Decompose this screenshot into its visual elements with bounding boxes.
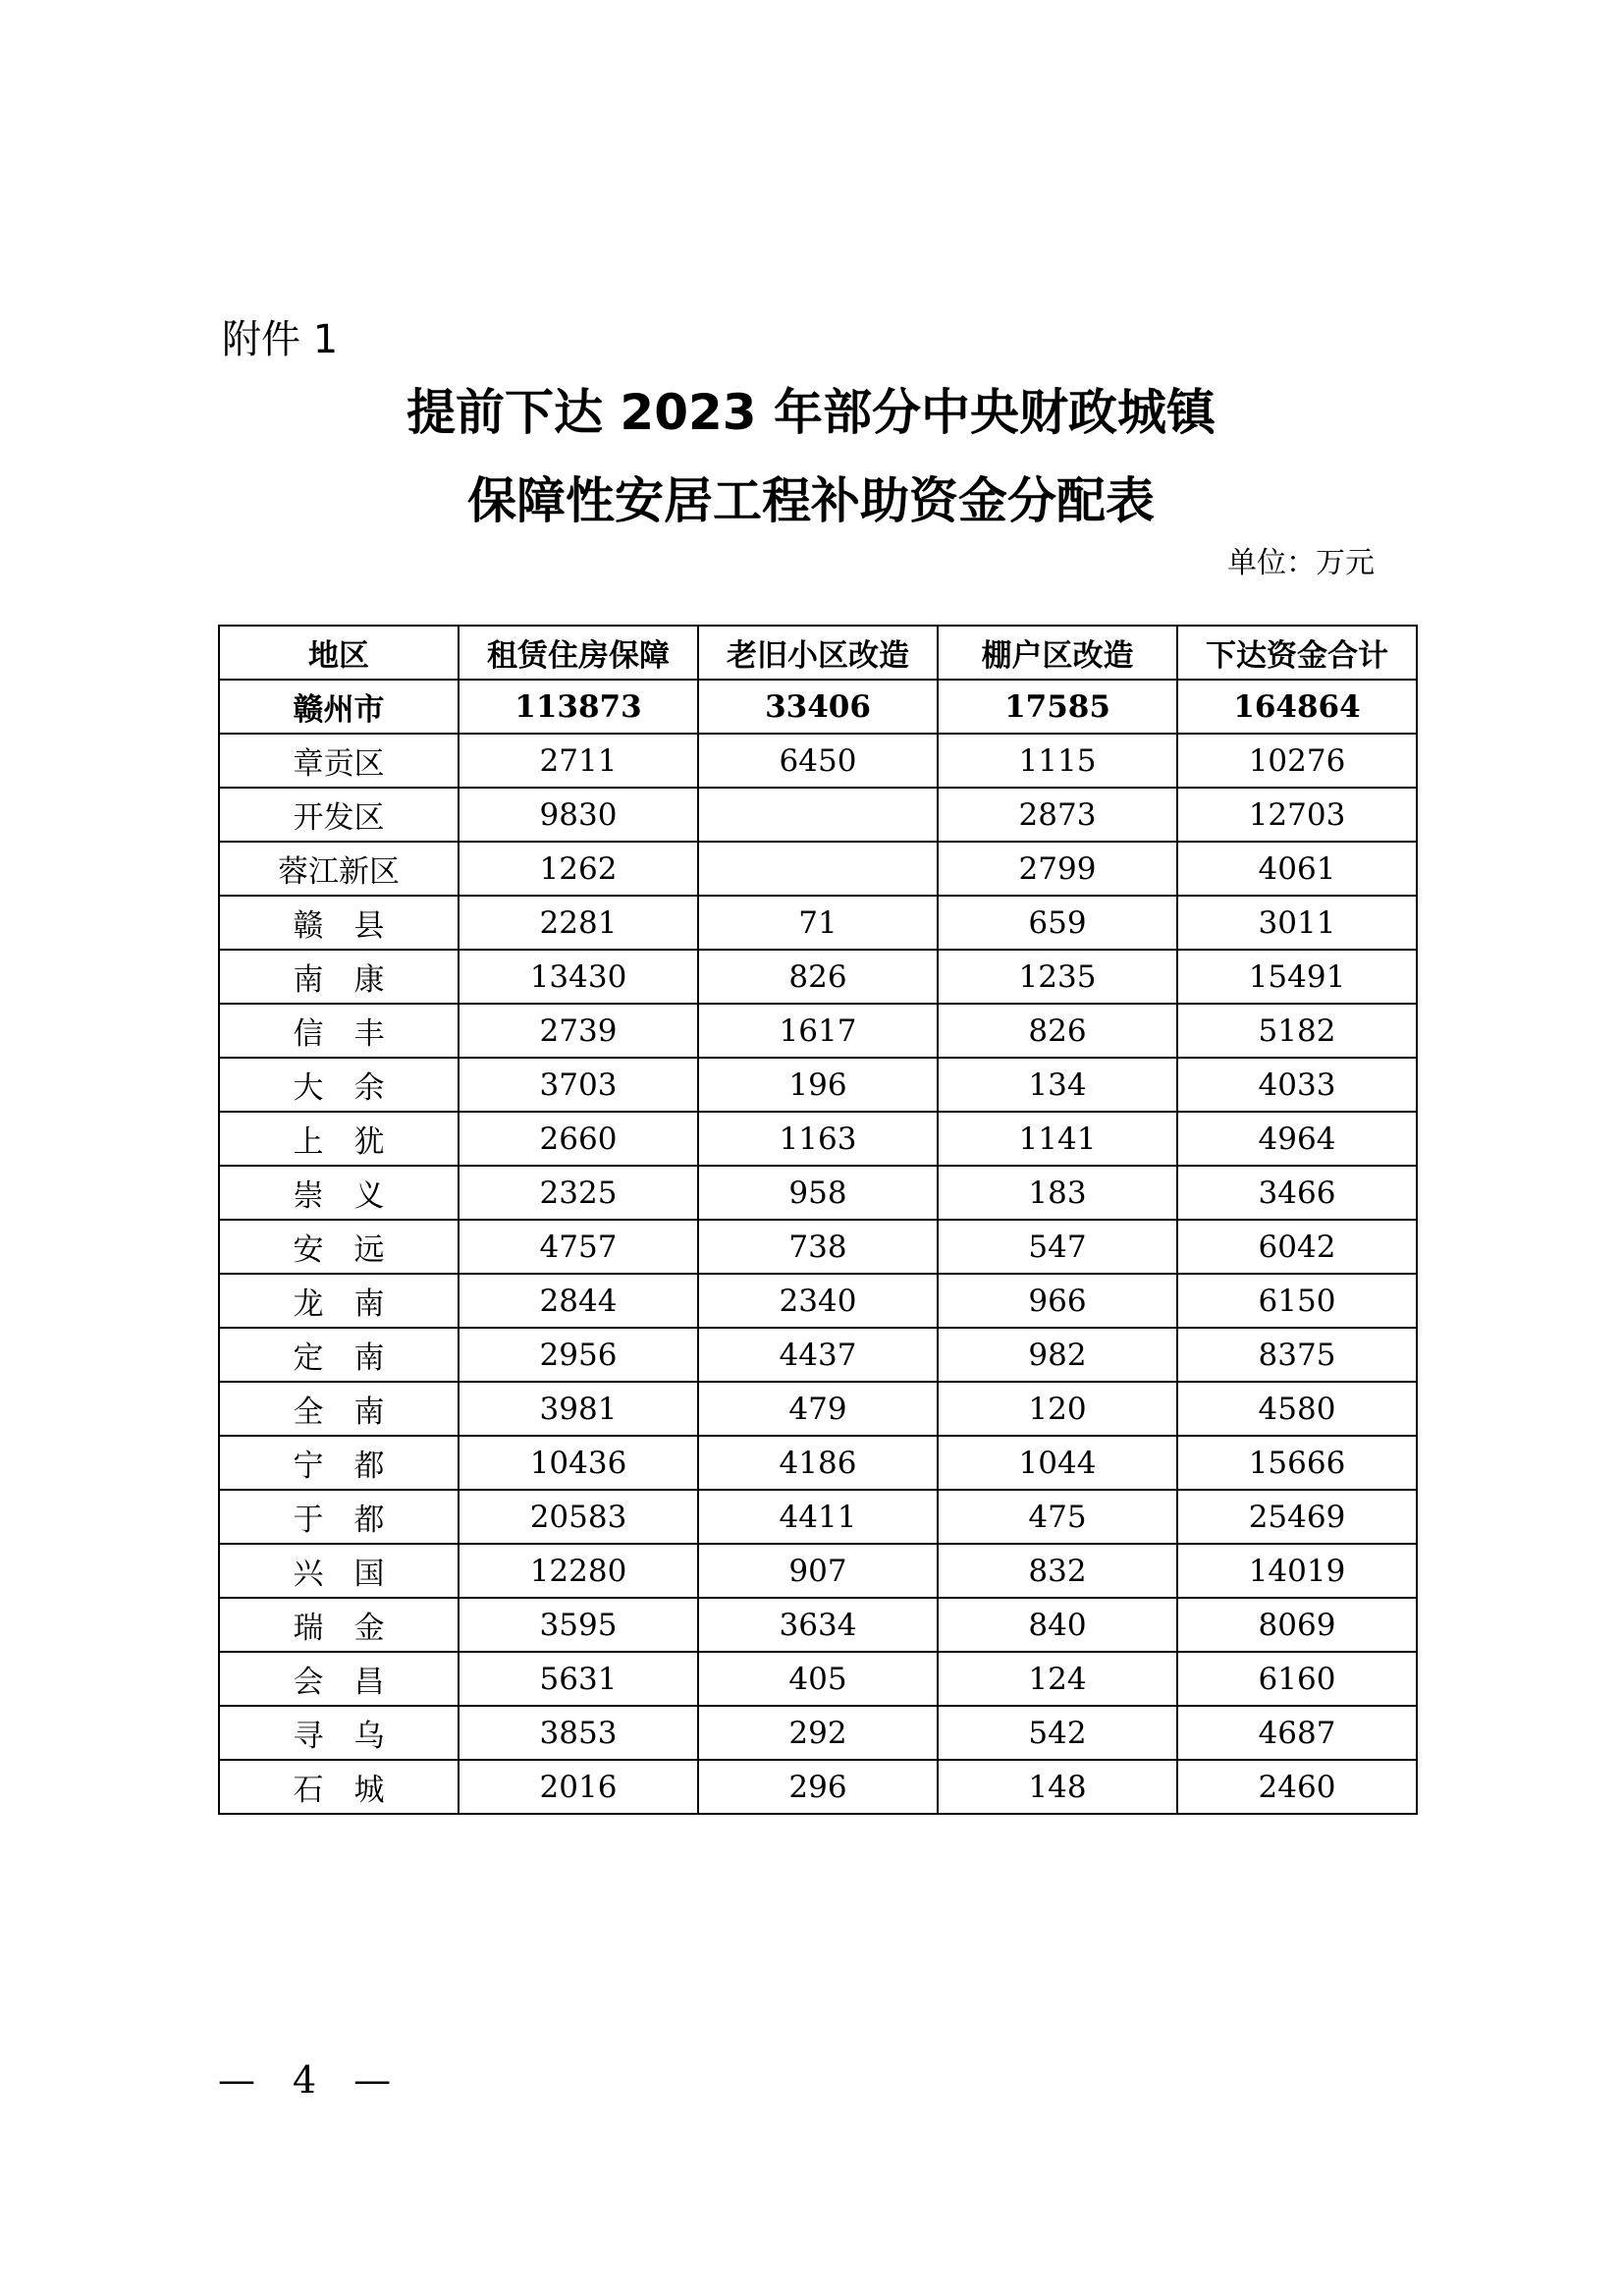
total-region: 赣州市 bbox=[219, 680, 459, 734]
document-title-line1: 提前下达 2023 年部分中央财政城镇 bbox=[406, 384, 1216, 441]
total-funds-cell: 6160 bbox=[1177, 1652, 1417, 1706]
region-cell: 上 犹 bbox=[219, 1112, 459, 1166]
old-community-cell: 2340 bbox=[698, 1274, 938, 1328]
shantytown-cell: 826 bbox=[938, 1004, 1177, 1058]
old-community-cell: 296 bbox=[698, 1760, 938, 1814]
old-community-cell: 1617 bbox=[698, 1004, 938, 1058]
old-community-cell: 71 bbox=[698, 896, 938, 950]
region-cell: 信 丰 bbox=[219, 1004, 459, 1058]
old-community-cell bbox=[698, 842, 938, 896]
total-funds-cell: 3466 bbox=[1177, 1166, 1417, 1220]
rental-housing-cell: 9830 bbox=[459, 788, 698, 842]
region-cell: 赣 县 bbox=[219, 896, 459, 950]
region-cell: 石 城 bbox=[219, 1760, 459, 1814]
total-funds-cell: 14019 bbox=[1177, 1544, 1417, 1598]
old-community-cell: 3634 bbox=[698, 1598, 938, 1652]
document-title-line2: 保障性安居工程补助资金分配表 bbox=[467, 472, 1155, 529]
old-community-cell: 1163 bbox=[698, 1112, 938, 1166]
old-community-cell: 738 bbox=[698, 1220, 938, 1274]
region-cell: 寻 乌 bbox=[219, 1706, 459, 1760]
table-row bbox=[219, 896, 1417, 950]
shantytown-cell: 547 bbox=[938, 1220, 1177, 1274]
total-funds-cell: 25469 bbox=[1177, 1490, 1417, 1544]
table-header-row bbox=[219, 626, 1417, 680]
rental-housing-cell: 12280 bbox=[459, 1544, 698, 1598]
shantytown-cell: 148 bbox=[938, 1760, 1177, 1814]
table-row bbox=[219, 734, 1417, 788]
total-funds-cell: 15491 bbox=[1177, 950, 1417, 1004]
rental-housing-cell: 2281 bbox=[459, 896, 698, 950]
unit-label: 单位：万元 bbox=[1227, 546, 1375, 580]
total-funds-cell: 5182 bbox=[1177, 1004, 1417, 1058]
region-cell: 全 南 bbox=[219, 1382, 459, 1436]
old-community-cell: 907 bbox=[698, 1544, 938, 1598]
rental-housing-cell: 2325 bbox=[459, 1166, 698, 1220]
region-cell: 南 康 bbox=[219, 950, 459, 1004]
rental-housing-cell: 5631 bbox=[459, 1652, 698, 1706]
shantytown-cell: 1044 bbox=[938, 1436, 1177, 1490]
column-header-old-community: 老旧小区改造 bbox=[698, 626, 938, 680]
total-funds-cell: 10276 bbox=[1177, 734, 1417, 788]
rental-housing-cell: 10436 bbox=[459, 1436, 698, 1490]
rental-housing-cell: 2844 bbox=[459, 1274, 698, 1328]
rental-housing-cell: 20583 bbox=[459, 1490, 698, 1544]
shantytown-cell: 1141 bbox=[938, 1112, 1177, 1166]
region-cell: 安 远 bbox=[219, 1220, 459, 1274]
shantytown-cell: 840 bbox=[938, 1598, 1177, 1652]
table-row bbox=[219, 1598, 1417, 1652]
rental-housing-cell: 1262 bbox=[459, 842, 698, 896]
page-number: — 4 — bbox=[218, 2058, 392, 2102]
total-funds-cell: 6042 bbox=[1177, 1220, 1417, 1274]
total-funds-cell: 4033 bbox=[1177, 1058, 1417, 1112]
region-cell: 崇 义 bbox=[219, 1166, 459, 1220]
table-row bbox=[219, 1166, 1417, 1220]
column-header-total-funds: 下达资金合计 bbox=[1177, 626, 1417, 680]
allocation-table bbox=[218, 625, 1418, 1815]
old-community-cell: 4186 bbox=[698, 1436, 938, 1490]
rental-housing-cell: 2739 bbox=[459, 1004, 698, 1058]
old-community-cell: 6450 bbox=[698, 734, 938, 788]
total-funds-cell: 6150 bbox=[1177, 1274, 1417, 1328]
region-cell: 于 都 bbox=[219, 1490, 459, 1544]
total-funds-cell: 12703 bbox=[1177, 788, 1417, 842]
table-row bbox=[219, 1004, 1417, 1058]
old-community-cell bbox=[698, 788, 938, 842]
region-cell: 大 余 bbox=[219, 1058, 459, 1112]
total-funds-cell: 8375 bbox=[1177, 1328, 1417, 1382]
total-funds-cell: 4687 bbox=[1177, 1706, 1417, 1760]
old-community-cell: 405 bbox=[698, 1652, 938, 1706]
table-row bbox=[219, 1544, 1417, 1598]
rental-housing-cell: 3703 bbox=[459, 1058, 698, 1112]
rental-housing-cell: 3853 bbox=[459, 1706, 698, 1760]
rental-housing-cell: 13430 bbox=[459, 950, 698, 1004]
shantytown-cell: 1115 bbox=[938, 734, 1177, 788]
total-funds: 164864 bbox=[1177, 680, 1417, 734]
old-community-cell: 479 bbox=[698, 1382, 938, 1436]
old-community-cell: 196 bbox=[698, 1058, 938, 1112]
shantytown-cell: 124 bbox=[938, 1652, 1177, 1706]
table-row bbox=[219, 1490, 1417, 1544]
total-funds-cell: 4964 bbox=[1177, 1112, 1417, 1166]
column-header-region: 地区 bbox=[219, 626, 459, 680]
table-row bbox=[219, 1328, 1417, 1382]
rental-housing-cell: 3981 bbox=[459, 1382, 698, 1436]
rental-housing-cell: 4757 bbox=[459, 1220, 698, 1274]
shantytown-cell: 2799 bbox=[938, 842, 1177, 896]
attachment-label: 附件 1 bbox=[222, 317, 339, 362]
shantytown-cell: 659 bbox=[938, 896, 1177, 950]
old-community-cell: 292 bbox=[698, 1706, 938, 1760]
region-cell: 瑞 金 bbox=[219, 1598, 459, 1652]
rental-housing-cell: 2016 bbox=[459, 1760, 698, 1814]
total-shantytown: 17585 bbox=[938, 680, 1177, 734]
total-row bbox=[219, 680, 1417, 734]
region-cell: 龙 南 bbox=[219, 1274, 459, 1328]
table-row bbox=[219, 1652, 1417, 1706]
table-row bbox=[219, 1220, 1417, 1274]
shantytown-cell: 183 bbox=[938, 1166, 1177, 1220]
rental-housing-cell: 2956 bbox=[459, 1328, 698, 1382]
region-cell: 蓉江新区 bbox=[219, 842, 459, 896]
total-funds-cell: 15666 bbox=[1177, 1436, 1417, 1490]
old-community-cell: 958 bbox=[698, 1166, 938, 1220]
table-row bbox=[219, 950, 1417, 1004]
total-old-community: 33406 bbox=[698, 680, 938, 734]
table-row bbox=[219, 788, 1417, 842]
shantytown-cell: 966 bbox=[938, 1274, 1177, 1328]
region-cell: 开发区 bbox=[219, 788, 459, 842]
shantytown-cell: 832 bbox=[938, 1544, 1177, 1598]
table-row bbox=[219, 1760, 1417, 1814]
total-funds-cell: 4580 bbox=[1177, 1382, 1417, 1436]
shantytown-cell: 982 bbox=[938, 1328, 1177, 1382]
table-row bbox=[219, 1382, 1417, 1436]
total-funds-cell: 3011 bbox=[1177, 896, 1417, 950]
table-row bbox=[219, 842, 1417, 896]
shantytown-cell: 475 bbox=[938, 1490, 1177, 1544]
old-community-cell: 4411 bbox=[698, 1490, 938, 1544]
shantytown-cell: 2873 bbox=[938, 788, 1177, 842]
rental-housing-cell: 2660 bbox=[459, 1112, 698, 1166]
total-rental-housing: 113873 bbox=[459, 680, 698, 734]
old-community-cell: 826 bbox=[698, 950, 938, 1004]
table-row bbox=[219, 1436, 1417, 1490]
shantytown-cell: 542 bbox=[938, 1706, 1177, 1760]
total-funds-cell: 8069 bbox=[1177, 1598, 1417, 1652]
shantytown-cell: 134 bbox=[938, 1058, 1177, 1112]
region-cell: 兴 国 bbox=[219, 1544, 459, 1598]
table-row bbox=[219, 1706, 1417, 1760]
region-cell: 章贡区 bbox=[219, 734, 459, 788]
table-row bbox=[219, 1274, 1417, 1328]
column-header-shantytown: 棚户区改造 bbox=[938, 626, 1177, 680]
region-cell: 定 南 bbox=[219, 1328, 459, 1382]
region-cell: 宁 都 bbox=[219, 1436, 459, 1490]
rental-housing-cell: 3595 bbox=[459, 1598, 698, 1652]
total-funds-cell: 4061 bbox=[1177, 842, 1417, 896]
column-header-rental-housing: 租赁住房保障 bbox=[459, 626, 698, 680]
table-row bbox=[219, 1058, 1417, 1112]
table-body bbox=[219, 680, 1417, 1814]
shantytown-cell: 120 bbox=[938, 1382, 1177, 1436]
total-funds-cell: 2460 bbox=[1177, 1760, 1417, 1814]
old-community-cell: 4437 bbox=[698, 1328, 938, 1382]
rental-housing-cell: 2711 bbox=[459, 734, 698, 788]
region-cell: 会 昌 bbox=[219, 1652, 459, 1706]
shantytown-cell: 1235 bbox=[938, 950, 1177, 1004]
table-row bbox=[219, 1112, 1417, 1166]
